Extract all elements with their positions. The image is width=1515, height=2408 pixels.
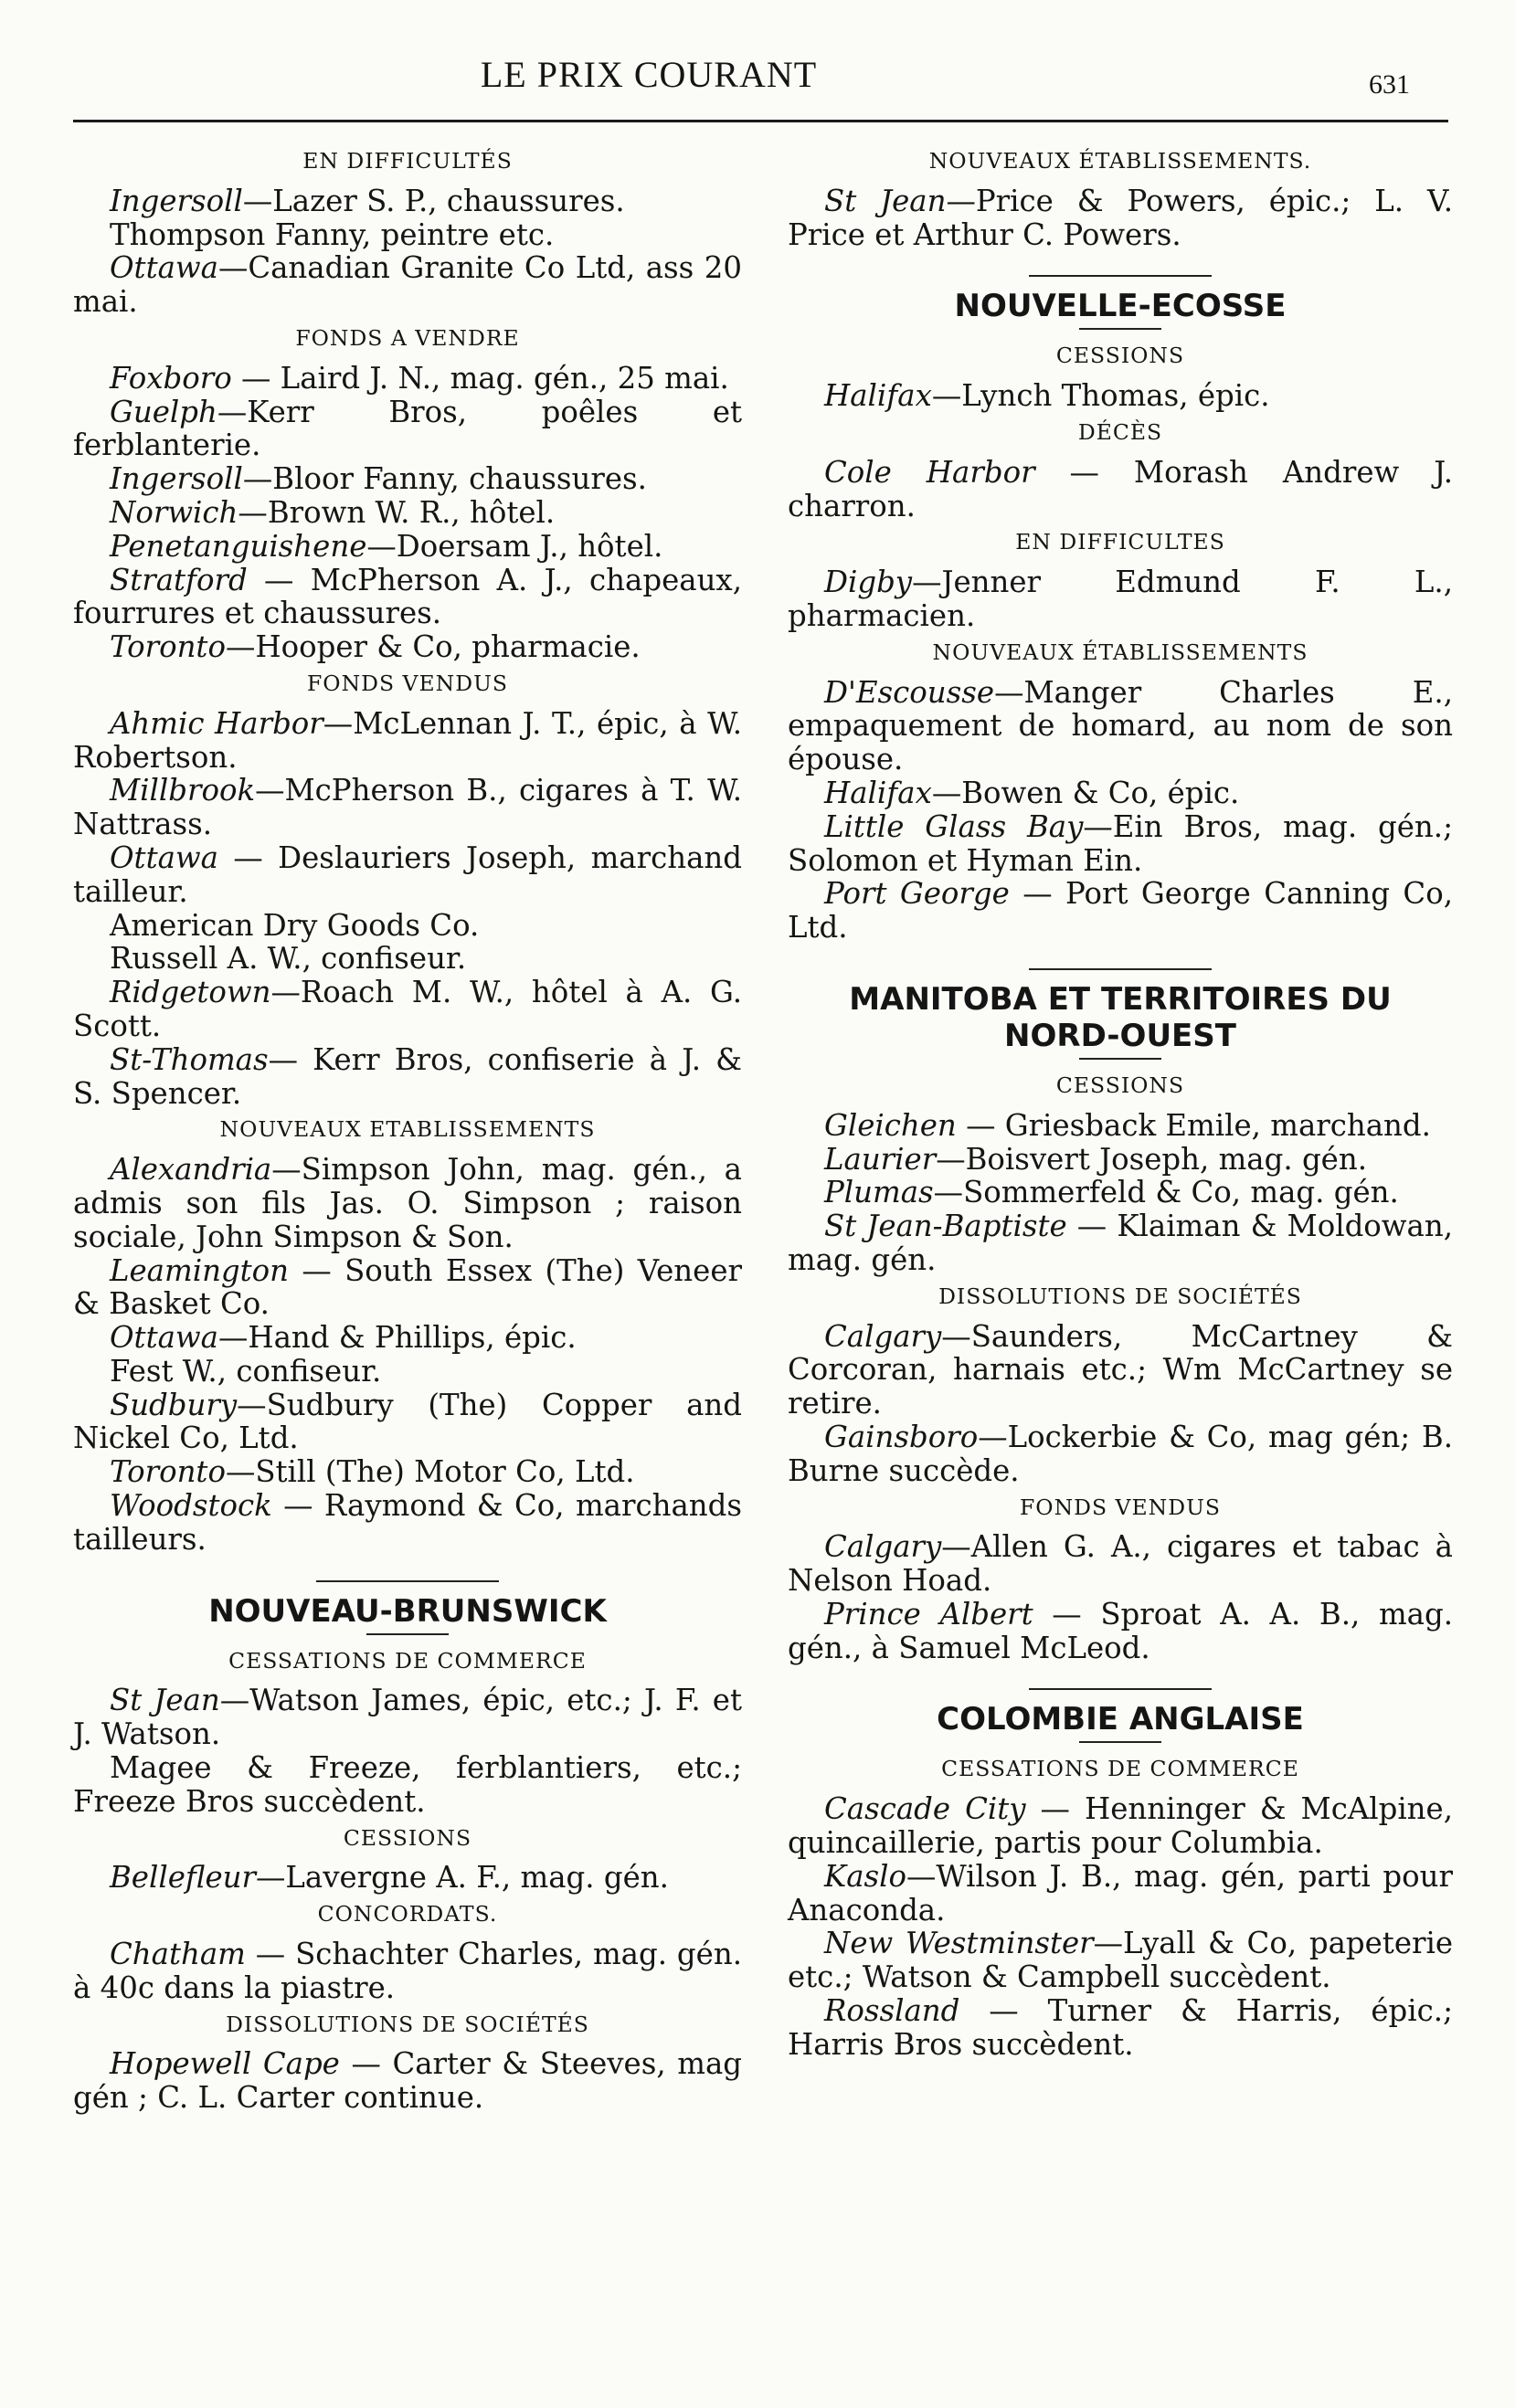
place-name: Ottawa	[110, 840, 218, 875]
place-name: Toronto	[110, 1454, 226, 1490]
entry-text: —Manger Charles E., empaquement de homard, au nom de son épouse.	[788, 674, 1453, 777]
place-name: Calgary	[824, 1318, 942, 1354]
page-number: 631	[1369, 69, 1410, 100]
listing-entry	[73, 462, 742, 496]
heading-underline	[366, 1633, 449, 1635]
place-name: Ahmic Harbor	[110, 705, 323, 741]
listing-entry	[788, 877, 1453, 945]
place-name: Little Glass Bay	[824, 808, 1084, 844]
entry-text: Fest W., confiseur.	[110, 1353, 382, 1389]
listing-entry	[73, 564, 742, 631]
entry-text: —Lyall & Co, papeterie etc.; Watson & Campbell succèdent.	[788, 1926, 1453, 1995]
section-subheading: DISSOLUTIONS DE SOCIÉTÉS	[938, 1283, 1302, 1309]
section-subheading: EN DIFFICULTÉS	[302, 148, 513, 174]
entry-text: — Laird J. N., mag. gén., 25 mai.	[231, 360, 729, 396]
entry-text: — Henninger & McAlpine, quincaillerie, partis pour Columbia.	[788, 1791, 1453, 1861]
entry-text: —Lockerbie & Co, mag gén; B. Burne succède.	[788, 1419, 1453, 1488]
province-heading: NOUVEAU-BRUNSWICK	[208, 1592, 607, 1630]
heading-underline	[1079, 1058, 1161, 1060]
place-name: Cascade City	[824, 1791, 1026, 1827]
listing-entry	[73, 1254, 742, 1322]
place-name: Penetanguishene	[110, 528, 367, 564]
section-subheading: CESSIONS	[343, 1824, 472, 1851]
listing-entry	[788, 1530, 1453, 1598]
listing-entry	[73, 909, 742, 943]
place-name: St Jean	[824, 183, 947, 218]
listing-entry	[788, 1109, 1453, 1143]
section-subheading: CESSATIONS DE COMMERCE	[228, 1647, 587, 1674]
place-name: Norwich	[110, 494, 238, 530]
place-name: St-Thomas	[110, 1041, 269, 1077]
entry-text: —Kerr Bros, poêles et ferblanterie.	[73, 394, 742, 463]
section-subheading: DÉCÈS	[1077, 418, 1163, 445]
entry-text: — McPherson A. J., chapeaux, fourrures et chaussures.	[73, 562, 742, 631]
place-name: Stratford	[110, 562, 248, 597]
listing-entry	[73, 1938, 742, 2005]
entry-text: —Wilson J. B., mag. gén, parti pour Anaconda.	[788, 1858, 1453, 1927]
place-name: St Jean-Baptiste	[824, 1209, 1067, 1244]
entry-text: — South Essex (The) Veneer & Basket Co.	[73, 1252, 742, 1322]
listing-entry	[788, 810, 1453, 878]
entry-text: —Lynch Thomas, épic.	[931, 378, 1270, 414]
place-name: Foxboro	[110, 360, 232, 396]
left-column	[73, 142, 742, 2115]
listing-entry	[73, 251, 742, 319]
entry-text: —Price & Powers, épic.; L. V. Price et Arthur C. Powers.	[788, 183, 1454, 252]
entry-text: —Jenner Edmund F. L., pharmacien.	[788, 565, 1453, 633]
section-divider	[1029, 968, 1212, 970]
place-name: Port George	[824, 876, 1010, 912]
listing-entry	[788, 565, 1453, 633]
place-name: Bellefleur	[110, 1860, 256, 1896]
place-name: Sudbury	[110, 1387, 238, 1422]
entry-text: — Griesback Emile, marchand.	[956, 1107, 1431, 1143]
place-name: Ridgetown	[110, 975, 271, 1010]
place-name: St Jean	[110, 1683, 220, 1718]
entry-text: —Roach M. W., hôtel à A. G. Scott.	[73, 975, 742, 1043]
listing-entry	[73, 1489, 742, 1557]
running-title: LE PRIX COURANT	[480, 54, 818, 95]
listing-entry	[788, 1176, 1453, 1209]
entry-text: —Hooper & Co, pharmacie.	[225, 629, 641, 665]
listing-entry	[788, 456, 1453, 523]
listing-entry	[73, 185, 742, 218]
entry-text: — Klaiman & Moldowan, mag. gén.	[788, 1209, 1453, 1277]
place-name: Alexandria	[110, 1152, 272, 1188]
section-divider	[1029, 1688, 1212, 1690]
entry-text: —McLennan J. T., épic, à W. Robertson.	[73, 705, 742, 775]
header-rule	[73, 120, 1448, 122]
entry-text: —Allen G. A., cigares et tabac à Nelson Hoad.	[788, 1529, 1453, 1599]
place-name: Laurier	[824, 1141, 937, 1177]
page-header	[73, 53, 1444, 108]
place-name: Gainsboro	[824, 1419, 979, 1454]
entry-text: Thompson Fanny, peintre etc.	[110, 217, 555, 252]
entry-text: —Ein Bros, mag. gén.; Solomon et Hyman Ein.	[788, 808, 1453, 878]
entry-text: —Brown W. R., hôtel.	[238, 494, 556, 530]
place-name: Ottawa	[110, 250, 218, 286]
listing-entry	[788, 1209, 1453, 1277]
entry-text: —Simpson John, mag. gén., a admis son fils Jas. O. Simpson ; raison sociale, John Simpson & Son.	[73, 1152, 742, 1254]
place-name: Leamington	[110, 1252, 290, 1288]
entry-text: —Sommerfeld & Co, mag. gén.	[933, 1175, 1399, 1210]
listing-entry	[73, 1751, 742, 1819]
entry-text: — Schachter Charles, mag. gén. à 40c dans la piastre.	[73, 1937, 742, 2005]
entry-text: —Bloor Fanny, chaussures.	[242, 461, 647, 497]
listing-entry	[788, 1994, 1453, 2062]
listing-entry	[788, 1792, 1453, 1860]
section-divider	[1029, 275, 1212, 277]
section-subheading: FONDS VENDUS	[307, 670, 508, 696]
place-name: Digby	[824, 565, 913, 600]
section-subheading: EN DIFFICULTES	[1015, 529, 1225, 555]
entry-text: — Port George Canning Co, Ltd.	[788, 876, 1453, 945]
place-name: New Westminster	[824, 1926, 1094, 1961]
listing-entry	[73, 1861, 742, 1895]
listing-entry	[73, 496, 742, 530]
heading-underline	[1079, 1741, 1161, 1743]
entry-text: — Raymond & Co, marchands tailleurs.	[73, 1488, 742, 1557]
place-name: Ingersoll	[110, 183, 243, 218]
place-name: Calgary	[824, 1529, 942, 1565]
entry-text: — Kerr Bros, confiserie à J. & S. Spencer.	[73, 1041, 742, 1111]
place-name: Rossland	[824, 1993, 960, 2029]
section-subheading: FONDS A VENDRE	[295, 324, 520, 351]
entry-text: — Carter & Steeves, mag gén ; C. L. Carter continue.	[73, 2046, 742, 2116]
heading-underline	[1079, 328, 1161, 330]
entry-text: —Watson James, épic, etc.; J. F. et J. Watson.	[73, 1683, 742, 1752]
section-subheading: CESSIONS	[1055, 1072, 1185, 1098]
section-divider	[316, 1580, 499, 1582]
entry-text: — Morash Andrew J. charron.	[788, 454, 1453, 523]
entry-text: Russell A. W., confiseur.	[110, 941, 467, 977]
place-name: Gleichen	[824, 1107, 957, 1143]
entry-text: American Dry Goods Co.	[110, 907, 480, 943]
right-column	[788, 142, 1453, 2062]
place-name: Cole Harbor	[824, 454, 1035, 490]
place-name: Kaslo	[824, 1858, 906, 1894]
listing-entry	[788, 185, 1453, 252]
listing-entry	[73, 1455, 742, 1489]
place-name: Chatham	[110, 1937, 246, 1972]
listing-entry	[73, 1684, 742, 1751]
section-subheading: CESSIONS	[1055, 343, 1185, 369]
entry-text: Magee & Freeze, ferblantiers, etc.; Freeze Bros succèdent.	[73, 1750, 742, 1819]
listing-entry	[73, 976, 742, 1043]
entry-text: —Boisvert Joseph, mag. gén.	[936, 1141, 1368, 1177]
section-subheading: NOUVEAUX ETABLISSEMENTS	[219, 1116, 596, 1143]
listing-entry	[73, 630, 742, 664]
province-heading: COLOMBIE ANGLAISE	[937, 1701, 1304, 1738]
entry-text: — Deslauriers Joseph, marchand tailleur.	[73, 840, 742, 909]
listing-entry	[73, 1153, 742, 1253]
listing-entry	[788, 1598, 1453, 1665]
listing-entry	[788, 676, 1453, 776]
entry-text: — Sproat A. A. B., mag. gén., à Samuel McLeod.	[788, 1596, 1453, 1665]
listing-entry	[788, 1320, 1453, 1421]
entry-text: — Turner & Harris, épic.; Harris Bros succèdent.	[788, 1993, 1453, 2062]
listing-entry	[788, 776, 1453, 810]
listing-entry	[73, 1389, 742, 1456]
place-name: Millbrook	[110, 773, 256, 808]
listing-entry	[73, 1043, 742, 1111]
province-heading: MANITOBA ET TERRITOIRES DU NORD-OUEST	[849, 980, 1392, 1054]
place-name: Woodstock	[110, 1488, 272, 1524]
province-heading: NOUVELLE-ECOSSE	[954, 288, 1287, 325]
section-subheading: DISSOLUTIONS DE SOCIÉTÉS	[226, 2011, 589, 2037]
listing-entry	[73, 1321, 742, 1355]
listing-entry	[788, 1421, 1453, 1488]
entry-text: —McPherson B., cigares à T. W. Nattrass.	[73, 773, 742, 842]
listing-entry	[73, 1355, 742, 1389]
listing-entry	[73, 218, 742, 252]
entry-text: —Sudbury (The) Copper and Nickel Co, Ltd.	[73, 1387, 742, 1456]
place-name: Halifax	[824, 775, 932, 810]
place-name: Prince Albert	[824, 1596, 1033, 1632]
entry-text: —Canadian Granite Co Ltd, ass 20 mai.	[73, 250, 742, 320]
place-name: Plumas	[824, 1175, 934, 1210]
place-name: Hopewell Cape	[110, 2046, 340, 2082]
listing-entry	[73, 774, 742, 841]
place-name: D'Escousse	[824, 674, 995, 710]
place-name: Toronto	[110, 629, 226, 665]
listing-entry	[73, 396, 742, 463]
listing-entry	[788, 1860, 1453, 1927]
entry-text: —Lavergne A. F., mag. gén.	[255, 1860, 669, 1896]
section-subheading: NOUVEAUX ÉTABLISSEMENTS	[932, 639, 1308, 665]
listing-entry	[788, 1927, 1453, 1994]
place-name: Guelph	[110, 394, 217, 429]
listing-entry	[73, 2047, 742, 2115]
entry-text: —Bowen & Co, épic.	[931, 775, 1240, 810]
listing-entry	[73, 362, 742, 396]
entry-text: —Doersam J., hôtel.	[366, 528, 663, 564]
listing-entry	[788, 379, 1453, 413]
entry-text: —Hand & Phillips, épic.	[217, 1320, 577, 1356]
place-name: Ingersoll	[110, 461, 243, 497]
listing-entry	[73, 707, 742, 775]
section-subheading: FONDS VENDUS	[1020, 1494, 1221, 1520]
listing-entry	[73, 942, 742, 976]
section-subheading: CONCORDATS.	[317, 1901, 498, 1927]
listing-entry	[73, 841, 742, 909]
listing-entry	[788, 1143, 1453, 1177]
place-name: Ottawa	[110, 1320, 218, 1356]
place-name: Halifax	[824, 378, 932, 414]
entry-text: —Still (The) Motor Co, Ltd.	[225, 1454, 635, 1490]
listing-entry	[73, 530, 742, 564]
section-subheading: CESSATIONS DE COMMERCE	[941, 1756, 1299, 1782]
section-subheading: NOUVEAUX ÉTABLISSEMENTS.	[928, 148, 1312, 174]
entry-text: —Lazer S. P., chaussures.	[242, 183, 625, 218]
entry-text: —Saunders, McCartney & Corcoran, harnais etc.; Wm McCartney se retire.	[788, 1318, 1453, 1421]
